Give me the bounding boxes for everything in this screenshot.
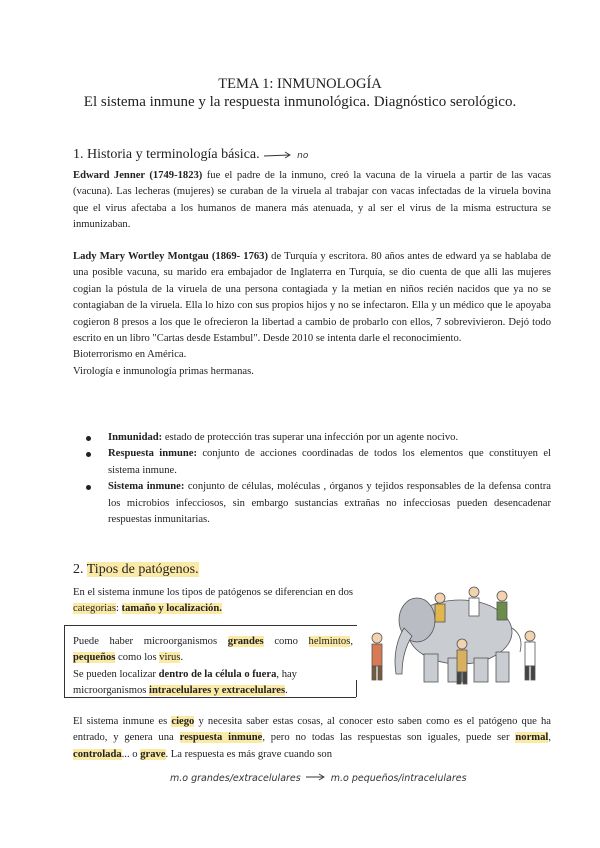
definitions-list [73,430,551,528]
handwritten-arrow-icon [263,150,297,160]
section-2-number: 2. [73,562,87,577]
categories-paragraph [73,585,353,618]
jenner-paragraph [73,168,551,234]
text: como [263,636,309,647]
text: En el sistema inmune los tipos de patógenos se diferencian en dos [73,587,353,598]
handwritten-text: m.o pequeños/intracelulares [330,773,467,784]
definition-text: estado de protección tras superar una infección por un agente nocivo. [162,432,459,443]
text: como los [115,652,160,664]
definition-term: Inmunidad: [108,432,163,443]
text: , [548,732,551,744]
text: Se pueden localizar [73,668,159,680]
handwritten-bracket-right [356,680,357,697]
highlighted-text: respuesta inmune [179,732,263,744]
highlighted-text: helmintos [308,636,351,647]
blind-system-paragraph [73,714,551,763]
section-1-heading-text: 1. Historia y terminología básica. [73,147,260,162]
jenner-text: fue el padre de la inmuno, creó la vacuna de la viruela a partir de las vacas (vacuna). Las lecheras (mujeres) se curaban de la viruela al trabajar con vacas infectadas de la viruela bovina que el virus afectaba a los humanos de manera más atenuada, y al ser el virus de la misma estructura se inmunizaban. [73,170,551,231]
handwritten-arrow-icon [305,773,327,781]
definition-term: Sistema inmune: [108,481,185,493]
text: ... o [121,748,141,760]
list-item [108,479,551,528]
highlighted-text: categorias [73,603,116,615]
montgau-name: Lady Mary Wortley Montgau (1869- 1763) [73,251,269,262]
list-item [108,446,551,479]
text: , [350,636,353,647]
highlighted-text: controlada [73,748,122,760]
text: : [115,603,122,615]
definition-term: Respuesta inmune: [108,448,197,460]
elephant-illustration [362,578,552,690]
virology-line: Virología e inmunología primas hermanas. [73,365,254,377]
page-title: TEMA 1: INMUNOLOGÍA [218,76,382,92]
size-paragraph [73,634,353,700]
highlighted-text: pequeños [73,652,116,664]
handwritten-note: no [297,151,309,161]
highlighted-text: ciego [171,716,195,727]
text: y necesita saber estas cosas, al conocer esto saben como es el patógeno que ha entrado, y genera una [73,716,551,744]
highlighted-text: tamaño y localización. [121,603,222,615]
text: , hay microorganismos [73,668,297,697]
handwritten-text: m.o grandes/extracelulares [170,773,301,784]
handwritten-annotation [170,768,590,786]
section-1-heading [73,147,308,163]
definition-text: conjunto de acciones coordinadas de todos los elementos que constituyen el sistema inmune. [108,448,551,476]
section-2-heading-text: Tipos de patógenos. [86,562,199,577]
jenner-name: Edward Jenner (1749-1823) [73,170,203,181]
list-item [108,430,551,446]
highlighted-text: grandes [227,636,264,647]
text: Puede haber microorganismos [73,636,228,647]
highlighted-text: virus [159,652,181,664]
highlighted-text: intracelulares y extracelulares [149,685,286,697]
highlighted-text: normal [515,732,549,744]
text: El sistema inmune es [73,716,172,727]
highlighted-text: grave [140,748,166,760]
text: . La respuesta es más grave cuando son [165,748,332,760]
montgau-paragraph [73,249,551,380]
bioterrorism-line: Bioterrorismo en América. [73,349,187,361]
section-2-heading [73,562,199,578]
text: . [285,685,288,697]
text: . [180,652,184,664]
bold-text: dentro de la célula o fuera [158,668,277,680]
montgau-text: de Turquía y escritora. 80 años antes de edward ya se hablaba de una posible vacuna, su marido era embajador de Inglaterra en Turquía, se dio cuenta de que alli las mujeres cogian la póstula de la viruela de una persona contagiada y la metian en niños recién nacidos que ya no se contagiaban de la viruela. Ella lo hizo con sus propios hijos y no se infectaron. Ella y un médico que le apoyaba cogieron 8 presos a los que le ofrecieron la libertad a cambio de probarlo con ellos, 7 sobrevivieron. Dejó todo escrito en un libro "Cartas desde Estambul". Desde 2010 se intenta darle el reconocimiento. [73,251,551,345]
text: , pero no todas las respuestas son iguales, puede ser [262,732,516,744]
definition-text: conjunto de células, moléculas , órganos y tejidos responsables de la defensa contra los microbios infecciosos, sin embargo sustancias extrañas no infecciosas pueden desencadenar respuestas inmunitarias. [108,481,551,526]
page-subtitle: El sistema inmune y la respuesta inmunológica. Diagnóstico serológico. [83,94,517,110]
